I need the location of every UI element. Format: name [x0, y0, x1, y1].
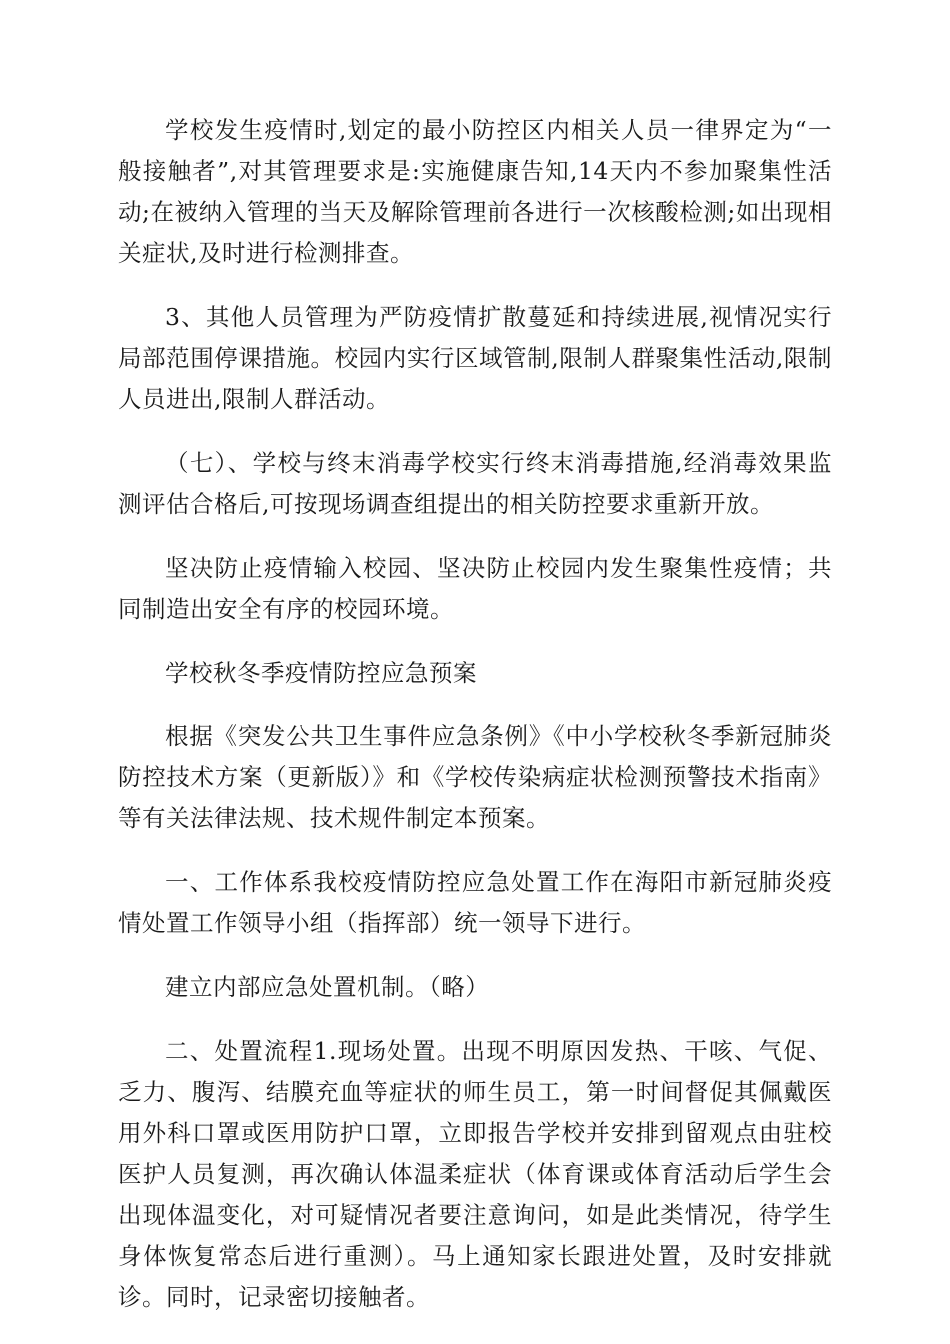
paragraph-general-contacts: 学校发生疫情时,划定的最小防控区内相关人员一律界定为“一般接触者”,对其管理要求是:实施健康告知,14天内不参加聚集性活动;在被纳入管理的当天及解除管理前各进行一次核酸检测;如出现相关症状,及时进行检测排查。 — [118, 116, 832, 267]
section-title-emergency-plan: 学校秋冬季疫情防控应急预案 — [165, 659, 477, 687]
paragraph-legal-basis: 根据《突发公共卫生事件应急条例》《中小学校秋冬季新冠肺炎防控技术方案（更新版）》和《学校传染病症状检测预警技术指南》等有关法律法规、技术规件制定本预案。 — [118, 722, 832, 832]
paragraph-other-personnel: 3、其他人员管理为严防疫情扩散蔓延和持续进展,视情况实行局部范围停课措施。校园内实行区域管制,限制人群聚集性活动,限制人员进出,限制人群活动。 — [118, 303, 832, 413]
paragraph-handling-procedure: 二、处置流程1.现场处置。出现不明原因发热、干咳、气促、乏力、腹泻、结膜充血等症状的师生员工，第一时间督促其佩戴医用外科口罩或医用防护口罩，立即报告学校并安排到留观点由驻校医护人员复测，再次确认体温柔症状（体育课或体育活动后学生会出现体温变化，对可疑情况者要注意询问，如是此类情况，待学生身体恢复常态后进行重测）。马上通知家长跟进处置，及时安排就诊。同时，记录密切接触者。 — [118, 1037, 832, 1311]
paragraph-work-system: 一、工作体系我校疫情防控应急处置工作在海阳市新冠肺炎疫情处置工作领导小组（指挥部）统一领导下进行。 — [118, 868, 832, 937]
paragraph-terminal-disinfection: （七）、学校与终末消毒学校实行终末消毒措施,经消毒效果监测评估合格后,可按现场调查组提出的相关防控要求重新开放。 — [118, 449, 832, 518]
paragraph-prevent-outbreak: 坚决防止疫情输入校园、坚决防止校园内发生聚集性疫情；共同制造出安全有序的校园环境。 — [118, 554, 832, 623]
paragraph-internal-mechanism: 建立内部应急处置机制。（略） — [165, 973, 490, 1001]
